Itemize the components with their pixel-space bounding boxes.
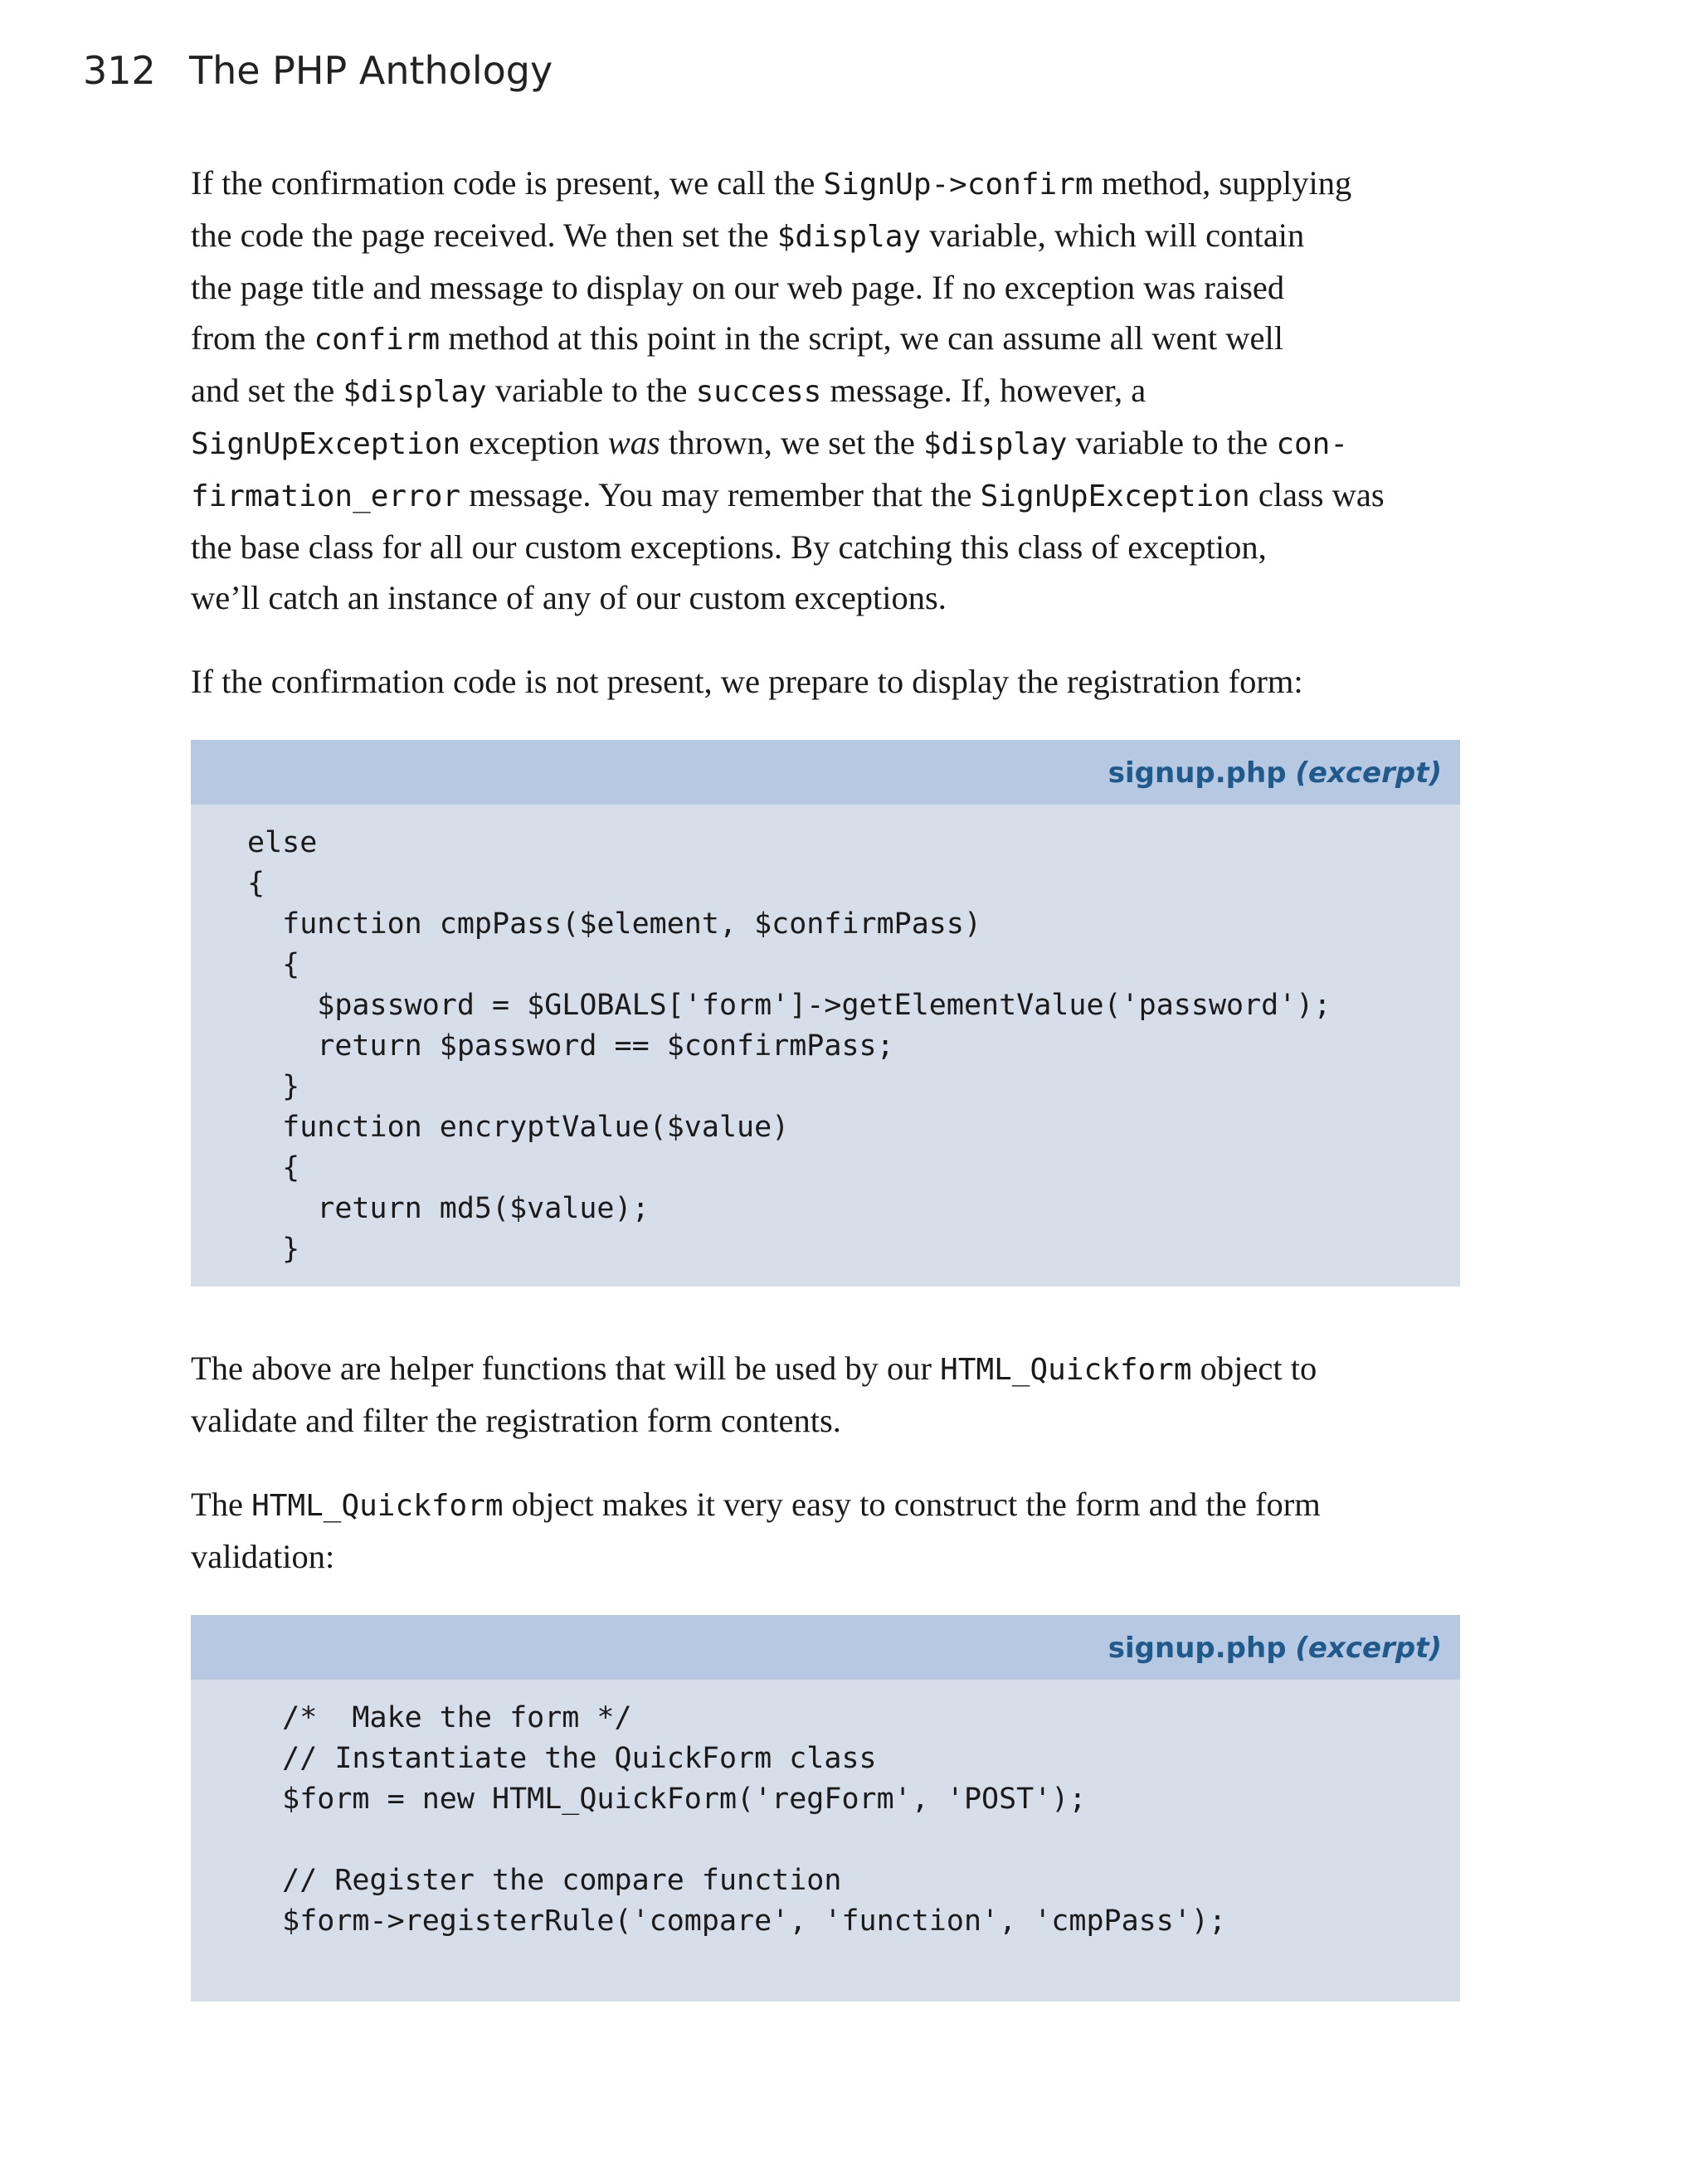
code-listing-header [191,740,1460,805]
text-run: method, supplying [1093,164,1352,202]
text-line [191,572,1460,623]
code-filename: signup.php [1108,756,1287,790]
text-run: variable, which will contain [921,216,1305,254]
text-run: The above are helper functions that will be used by our [191,1350,941,1387]
code-listing-header [191,1615,1460,1680]
inline-code: SignUpException [191,427,461,461]
inline-code: confirm [314,323,441,357]
book-title: The PHP Anthology [189,48,553,93]
text-run: the base class for all our custom exceptions. By catching this class of exception, [191,528,1267,566]
text-run: object makes it very easy to construct the form and the form [503,1486,1321,1523]
code-excerpt-note: (excerpt) [1295,1632,1442,1665]
inline-code: $display [923,427,1068,461]
code-line: $form = new HTML_QuickForm('regForm', 'POST'); [247,1783,1087,1816]
text-line [191,158,1460,210]
text-line [191,365,1460,417]
code-line: $password = $GLOBALS['form']->getElementValue('password'); [247,989,1331,1022]
code-line: function cmpPass($element, $confirmPass) [247,907,982,941]
code-listing-caption [1108,1632,1442,1665]
inline-code: $display [776,220,922,254]
text-run: message. You may remember that the [460,476,981,513]
text-run: class was [1249,476,1385,513]
text-line [191,656,1460,707]
text-run: object to [1191,1350,1317,1387]
text-run: and set the [191,372,343,409]
inline-code: HTML_Quickform [251,1489,504,1523]
inline-code: con- [1276,427,1349,461]
code-listing-caption [1108,756,1442,790]
emphasis-text: was [607,424,660,461]
code-line [247,1820,1460,1861]
text-run: the page title and message to display on our web page. If no exception was raised [191,269,1285,306]
page-content [191,158,1460,2002]
code-line: { [247,948,300,981]
text-run: method at this point in the script, we can assume all went well [440,319,1283,357]
code-listing-form-construction [191,1615,1460,2002]
text-run: exception [460,424,608,461]
text-run: message. If, however, a [821,372,1146,409]
text-run: the code the page received. We then set the [191,216,777,254]
code-line: $form->registerRule('compare', 'function', 'cmpPass'); [247,1904,1227,1938]
code-line: else [247,826,318,859]
text-run: The [191,1486,252,1523]
code-line: // Instantiate the QuickForm class [247,1742,877,1775]
text-run: validate and filter the registration form contents. [191,1402,841,1439]
code-excerpt-note: (excerpt) [1295,756,1442,790]
text-run: from the [191,319,314,357]
code-line: { [247,867,265,900]
inline-code: firmation_error [191,479,461,513]
inline-code: success [695,375,822,409]
text-run: thrown, we set the [660,424,924,461]
text-line [191,469,1460,522]
code-line: // Register the compare function [247,1864,842,1897]
running-header [83,48,553,93]
text-run: If the confirmation code is present, we call the [191,164,824,202]
text-run: variable to the [1067,424,1277,461]
code-body [191,1680,1460,2002]
code-listing-helper-functions [191,740,1460,1287]
code-body [191,805,1460,1287]
paragraph-quickform-intro [191,1479,1460,1582]
text-run: validation: [191,1538,335,1575]
inline-code: SignUpException [980,479,1250,513]
code-line: { [247,1151,300,1184]
paragraph-confirm-explanation [191,158,1460,623]
text-line [191,1479,1460,1531]
inline-code: HTML_Quickform [940,1353,1192,1387]
text-run: If the confirmation code is not present, we prepare to display the registration form: [191,663,1303,700]
text-line [191,522,1460,572]
inline-code: $display [343,375,487,409]
text-line [191,417,1460,469]
page-number: 312 [83,48,156,93]
text-line [191,1395,1460,1446]
code-line: /* Make the form */ [247,1701,632,1734]
code-line: return md5($value); [247,1192,650,1225]
text-line [191,262,1460,313]
text-run: we’ll catch an instance of any of our custom exceptions. [191,579,947,616]
text-line [191,1531,1460,1582]
inline-code: SignUp->confirm [823,168,1093,202]
code-line: } [247,1233,300,1266]
paragraph-helper-description [191,1343,1460,1446]
code-line: function encryptValue($value) [247,1111,790,1144]
code-line: return $password == $confirmPass; [247,1029,894,1063]
text-line [191,210,1460,262]
text-line [191,313,1460,365]
text-line [191,1343,1460,1395]
text-run: variable to the [486,372,696,409]
code-line: } [247,1070,300,1103]
paragraph-form-intro [191,656,1460,707]
code-filename: signup.php [1108,1632,1287,1665]
